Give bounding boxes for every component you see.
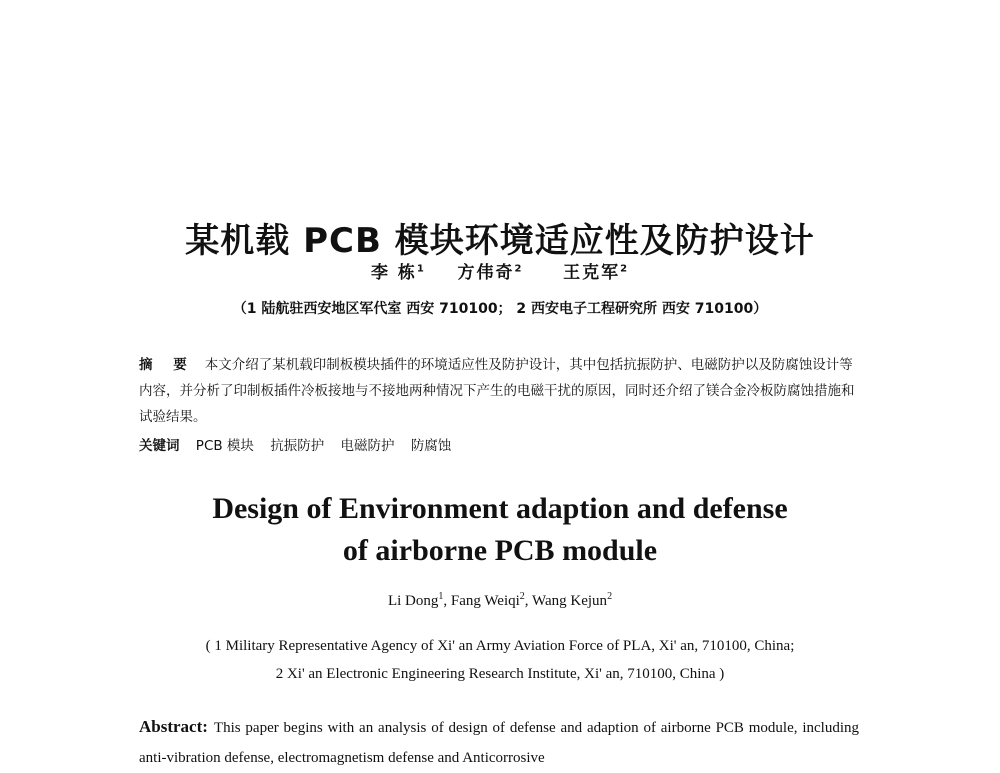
- chinese-affiliation: （1 陆航驻西安地区军代室 西安 710100； 2 西安电子工程研究所 西安 710100）: [232, 301, 768, 317]
- chinese-abstract-text: 本文介绍了某机载印制板模块插件的环境适应性及防护设计，其中包括抗振防护、电磁防护以及防腐蚀设计等内容，并分析了印制板插件冷板接地与不接地两种情况下产生的电磁干扰的原因，同时还介绍了镁合金冷板防腐蚀措施和试验结果。: [139, 357, 855, 425]
- english-title-line: of airborne PCB module: [342, 534, 658, 567]
- keyword: 防腐蚀: [410, 438, 452, 454]
- author-name: Li Dong: [387, 593, 439, 609]
- english-abstract: [139, 712, 859, 773]
- author-name: 王克军: [563, 263, 621, 283]
- author-name: Fang Weiqi: [450, 593, 520, 609]
- chinese-keywords: [139, 434, 859, 454]
- author-name: 李 栋: [370, 263, 417, 283]
- english-title: [0, 488, 1000, 572]
- keyword: PCB 模块: [195, 438, 254, 454]
- chinese-title: 某机载 PCB 模块环境适应性及防护设计: [185, 220, 815, 261]
- english-affiliation-line: ( 1 Military Representative Agency of Xi' an Army Aviation Force of PLA, Xi' an, 710100, China;: [205, 638, 795, 654]
- english-affiliation-line: 2 Xi' an Electronic Engineering Research Institute, Xi' an, 710100, China ): [275, 666, 725, 682]
- author-affil-mark: 1: [416, 263, 426, 275]
- chinese-abstract-label: 摘 要: [139, 357, 195, 373]
- author-affil-mark: 2: [514, 263, 524, 275]
- keyword: 抗振防护: [270, 438, 325, 454]
- author-name: 方伟奇: [457, 263, 515, 283]
- chinese-keywords-label: 关键词: [139, 438, 180, 454]
- keyword: 电磁防护: [340, 438, 395, 454]
- chinese-abstract: [139, 352, 859, 430]
- author-affil-mark: 2: [519, 591, 525, 602]
- english-abstract-text: This paper begins with an analysis of design of defense and adaption of airborne PCB module, including anti-vibration defense, electromagnetism defense and Anticorrosive: [139, 720, 859, 766]
- english-authors: Li Dong$^1$, Fang Weiqi$^2$, Wang Kejun$^2$: [387, 591, 613, 609]
- author-name: Wang Kejun: [532, 593, 608, 609]
- author-affil-mark: 2: [620, 263, 630, 275]
- author-affil-mark: 2: [607, 591, 613, 602]
- english-title-line: Design of Environment adaption and defense: [212, 492, 788, 525]
- author-affil-mark: 1: [438, 591, 444, 602]
- chinese-authors: [0, 258, 1000, 283]
- english-affiliation: [0, 632, 1000, 688]
- english-abstract-label: Abstract:: [139, 717, 208, 736]
